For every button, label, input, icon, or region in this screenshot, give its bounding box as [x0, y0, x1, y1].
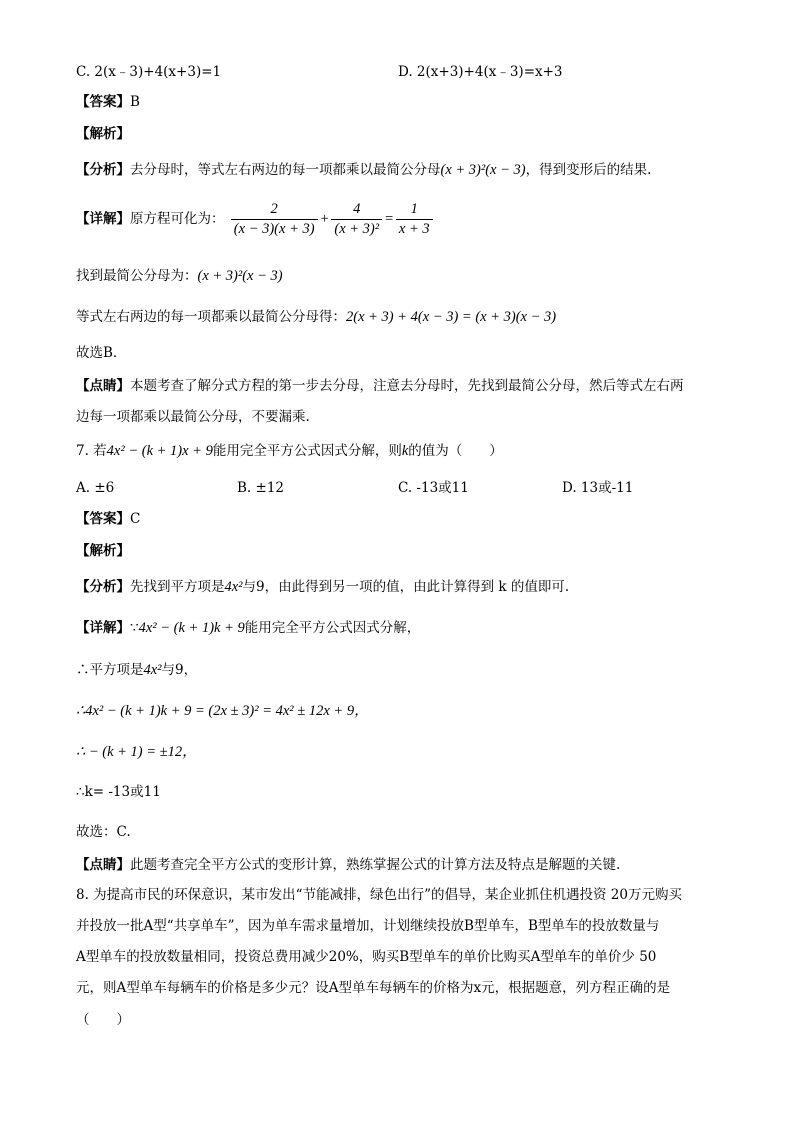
q7-option-d: D. 13或-11 — [562, 480, 634, 496]
q7-step-1 — [76, 660, 197, 680]
q6-option-d: D. 2(x+3)+4(x﹣3)=x+3 — [398, 64, 563, 80]
q6-xiangjie — [76, 198, 435, 240]
q6-analysis-tag: 【解析】 — [76, 126, 130, 142]
answer-value: C — [130, 511, 141, 527]
q6-multiply — [76, 307, 556, 327]
plus-sign: + — [319, 211, 330, 227]
answer-tag: 【答案】 — [76, 511, 130, 527]
q7-stem-mid: 能用完全平方公式因式分解，则 — [212, 443, 402, 459]
q8-line-3: A型单车的投放数量相同，投资总费用减少20%，购买B型单车的单价比购买A型单车的单价少 50 — [76, 949, 657, 965]
q7-dianjing — [76, 855, 620, 875]
q7-stem-prefix: 7. 若 — [76, 443, 107, 459]
answer-value: B — [130, 94, 140, 110]
q7-stem — [76, 441, 503, 461]
q7-option-a: A. ±6 — [76, 480, 115, 496]
find-expr: (x + 3)²(x − 3) — [197, 268, 283, 284]
fenxi-tag: 【分析】 — [76, 162, 130, 178]
q7-fenxi — [76, 577, 569, 597]
q8-line-5: （ ） — [76, 1012, 130, 1028]
q7-step-3: ∴ − (k + 1) = ±12， — [76, 744, 197, 760]
fraction-1-denominator: (x − 3)(x + 3) — [233, 221, 315, 237]
xiangjie-expr: 4x² − (k + 1)k + 9 — [138, 620, 245, 636]
step1-prefix: ∴平方项是 — [76, 662, 144, 678]
fenxi-text-2: 与9，由此得到另一项的值，由此计算得到 k 的值即可. — [242, 579, 570, 595]
q7-stem-suffix: 的值为（ ） — [408, 443, 503, 459]
q7-option-c: C. -13或11 — [398, 480, 469, 496]
q6-dianjing-line-1 — [76, 376, 684, 396]
dianjing-tag: 【点睛】 — [76, 378, 130, 394]
fraction-3 — [396, 200, 433, 239]
equals-sign: = — [384, 211, 394, 227]
fraction-1-numerator: 2 — [231, 200, 318, 220]
fenxi-text-1: 去分母时，等式左右两边的每一项都乘以最简公分母 — [130, 162, 441, 178]
q6-common-denominator — [76, 266, 283, 286]
q6-choose: 故选B． — [76, 345, 127, 361]
fraction-2 — [331, 200, 382, 239]
q7-choose: 故选：C. — [76, 824, 131, 840]
fraction-3-numerator: 1 — [396, 200, 433, 220]
dianjing-text-1: 本题考查了解分式方程的第一步去分母，注意去分母时，先找到最简公分母，然后等式左右两 — [130, 378, 684, 394]
fraction-1 — [231, 200, 318, 239]
fenxi-text-1: 先找到平方项是 — [130, 579, 225, 595]
answer-tag: 【答案】 — [76, 94, 130, 110]
q7-step-2: ∴4x² − (k + 1)k + 9 = (2x ± 3)² = 4x² ± 12x + 9， — [76, 703, 369, 719]
find-text: 找到最简公分母为： — [76, 268, 198, 284]
because-symbol: ∵ — [130, 620, 139, 636]
q6-fenxi — [76, 160, 651, 180]
q7-step-4: ∴k= -13或11 — [76, 784, 161, 800]
xiangjie-text: 能用完全平方公式因式分解， — [244, 620, 421, 636]
q7-xiangjie — [76, 618, 420, 638]
q6-option-c: C. 2(x﹣3)+4(x+3)=1 — [76, 64, 222, 80]
q7-analysis-tag: 【解析】 — [76, 543, 130, 559]
q6-answer — [76, 92, 140, 112]
q7-stem-k: k — [401, 443, 409, 459]
fraction-2-denominator: (x + 3)² — [334, 221, 380, 237]
q8-line-2: 并投放一批A型“共享单车”，因为单车需求量增加，计划继续投放B型单车，B型单车的投放数量与 — [76, 918, 660, 934]
q8-line-1: 8. 为提高市民的环保意识，某市发出“节能减排，绿色出行”的倡导，某企业抓住机遇投资 20万元购买 — [76, 887, 682, 903]
q7-stem-expr: 4x² − (k + 1)x + 9 — [106, 443, 213, 459]
q7-option-b: B. ±12 — [237, 480, 284, 496]
dianjing-text: 此题考查完全平方公式的变形计算，熟练掌握公式的计算方法及特点是解题的关键. — [130, 857, 621, 873]
q6-dianjing-line-2: 边每一项都乘以最简公分母，不要漏乘. — [76, 409, 310, 425]
multiply-text: 等式左右两边的每一项都乘以最简公分母得： — [76, 309, 346, 325]
fenxi-tag: 【分析】 — [76, 579, 130, 595]
dianjing-tag: 【点睛】 — [76, 857, 130, 873]
step1-suffix: 与9， — [161, 662, 198, 678]
multiply-expr: 2(x + 3) + 4(x − 3) = (x + 3)(x − 3) — [346, 309, 557, 325]
xiangjie-tag: 【详解】 — [76, 211, 130, 227]
fraction-2-numerator: 4 — [331, 200, 382, 220]
fenxi-expr: (x + 3)²(x − 3) — [440, 162, 526, 178]
q8-line-4: 元，则A型单车每辆车的价格是多少元？设A型单车每辆车的价格为x元，根据题意，列方程正确的是 — [76, 980, 671, 996]
q7-answer — [76, 509, 140, 529]
fraction-3-denominator: x + 3 — [398, 221, 430, 237]
xiangjie-text: 原方程可化为： — [130, 211, 225, 227]
fenxi-text-2: ，得到变形后的结果. — [525, 162, 652, 178]
step1-expr: 4x² — [143, 662, 162, 678]
fenxi-expr: 4x² — [224, 579, 243, 595]
xiangjie-tag: 【详解】 — [76, 620, 130, 636]
